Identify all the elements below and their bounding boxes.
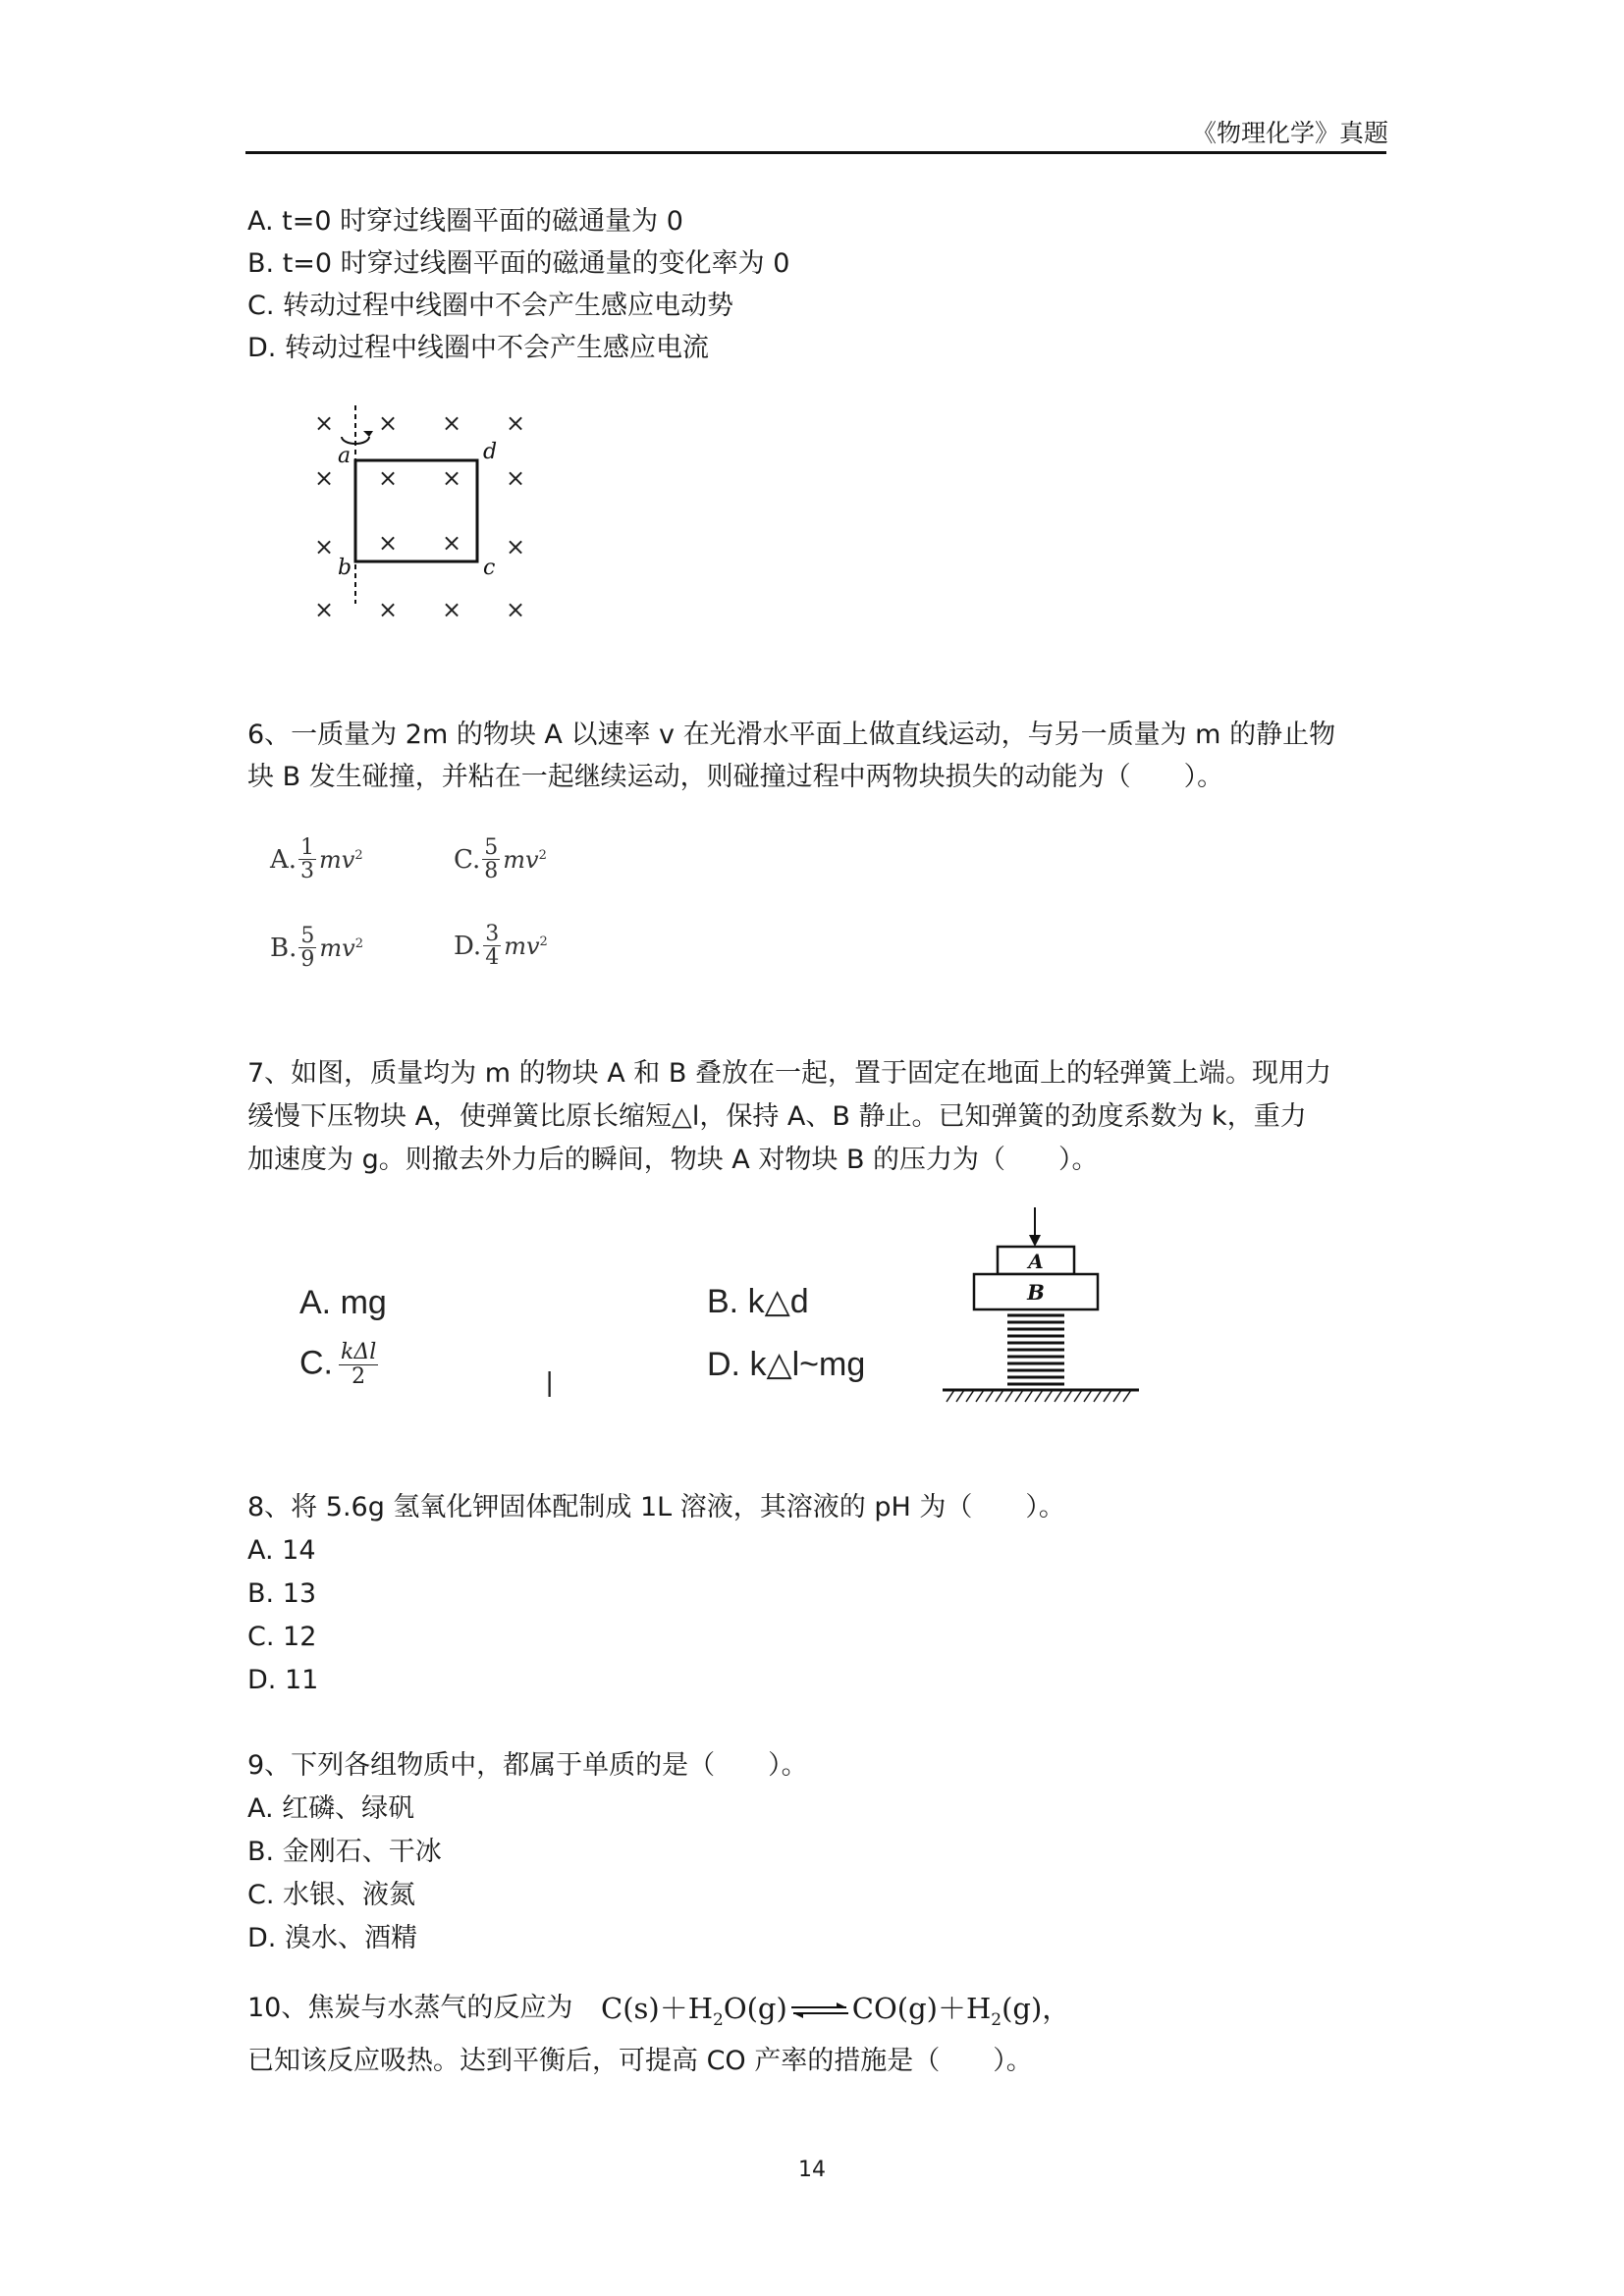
q6-option-a — [270, 836, 363, 882]
q7-option-a: A. mg — [299, 1284, 387, 1321]
q6-mv-text: mv — [319, 845, 355, 874]
q5-option-b: B. t=0 时穿过线圈平面的磁通量的变化率为 0 — [247, 248, 790, 279]
q6-fraction-denominator: 4 — [485, 945, 500, 971]
q7-stray-mark: | — [546, 1366, 554, 1397]
q6-mv-text: mv — [503, 845, 539, 874]
q7-spring-figure — [933, 1205, 1149, 1421]
q6-fraction-numerator: 3 — [485, 922, 500, 946]
q5-field-cross: × — [313, 596, 335, 623]
q5-field-cross: × — [441, 529, 462, 557]
q5-field-cross: × — [441, 409, 462, 437]
q5-field-cross: × — [377, 596, 399, 623]
q8-stem: 8、将 5.6g 氢氧化钾固体配制成 1L 溶液，其溶液的 pH 为（ ）。 — [247, 1492, 1065, 1522]
q7-option-c-fraction — [339, 1341, 378, 1389]
q6-option-mv — [503, 846, 547, 874]
q6-option-b — [270, 925, 363, 971]
q10-eq-sub-2: 2 — [991, 2009, 1002, 2030]
q8-option-c: C. 12 — [247, 1622, 317, 1652]
q6-fraction-denominator: 8 — [484, 859, 499, 884]
q5-label-d: d — [483, 440, 498, 464]
q7-option-b: B. k△d — [707, 1283, 809, 1320]
q8-option-a: A. 14 — [247, 1535, 316, 1566]
q5-label-a: a — [338, 444, 352, 468]
q7-stem-line-2: 缓慢下压物块 A，使弹簧比原长缩短△l，保持 A、B 静止。已知弹簧的劲度系数为 k，重力 — [247, 1101, 1307, 1132]
q10-eq-right: CO(g)＋H — [851, 1992, 992, 2025]
q6-fraction-denominator: 9 — [300, 947, 315, 973]
q10-equation — [601, 1987, 1070, 2030]
q5-field-cross: × — [313, 409, 335, 437]
page-number: 14 — [798, 2158, 826, 2182]
q5-field-cross: × — [505, 409, 526, 437]
q5-field-cross: × — [505, 596, 526, 623]
q6-mv-exponent: 2 — [539, 934, 548, 949]
q5-field-cross: × — [313, 533, 335, 561]
q6-option-d — [454, 923, 548, 969]
q5-coil-figure — [295, 398, 530, 623]
q6-fraction-numerator: 1 — [300, 835, 315, 860]
q6-mv-exponent: 2 — [354, 935, 363, 951]
page-header-title: 《物理化学》真题 — [1191, 119, 1388, 147]
q5-field-cross: × — [505, 464, 526, 492]
q5-option-c: C. 转动过程中线圈中不会产生感应电动势 — [247, 291, 734, 321]
q10-equilibrium-arrow-icon — [789, 2000, 850, 2021]
q9-option-a: A. 红磷、绿矾 — [247, 1793, 415, 1824]
q5-field-cross: × — [441, 464, 462, 492]
q8-option-b: B. 13 — [247, 1578, 317, 1609]
q6-option-fraction — [482, 836, 500, 882]
page-header-rule — [245, 151, 1386, 154]
q5-field-cross: × — [441, 596, 462, 623]
q6-mv-exponent: 2 — [538, 847, 547, 863]
q7-option-c-denominator: 2 — [352, 1364, 366, 1390]
q5-label-b: b — [338, 556, 352, 580]
q7-force-arrow-head — [1029, 1235, 1041, 1247]
q6-option-letter: B. — [270, 933, 298, 963]
q6-option-mv — [319, 934, 363, 962]
q7-block-a-label: A — [1028, 1250, 1044, 1273]
q6-option-fraction — [298, 925, 316, 971]
q5-option-a: A. t=0 时穿过线圈平面的磁通量为 0 — [247, 206, 683, 237]
q5-rotation-arrow-head — [363, 431, 373, 437]
q6-mv-text: mv — [504, 932, 540, 960]
q10-eq-end: (g)， — [1001, 1992, 1071, 2025]
q6-option-fraction — [483, 923, 501, 969]
q7-block-b-label: B — [1027, 1280, 1045, 1305]
q7-stem-line-1: 7、如图，质量均为 m 的物块 A 和 B 叠放在一起，置于固定在地面上的轻弹簧上端。现用力 — [247, 1058, 1331, 1089]
q5-field-cross: × — [377, 409, 399, 437]
q9-option-d: D. 溴水、酒精 — [247, 1923, 417, 1953]
q6-option-letter: D. — [454, 931, 482, 961]
q6-stem-line-1: 6、一质量为 2m 的物块 A 以速率 v 在光滑水平面上做直线运动，与另一质量为 m 的静止物 — [247, 720, 1336, 750]
q6-fraction-numerator: 5 — [300, 924, 315, 948]
q7-spring — [1007, 1315, 1064, 1384]
q5-option-d: D. 转动过程中线圈中不会产生感应电流 — [247, 333, 709, 363]
q7-option-c-numerator: kΔl — [341, 1340, 377, 1364]
q7-stem-line-3: 加速度为 g。则撤去外力后的瞬间，物块 A 对物块 B 的压力为（ ）。 — [247, 1145, 1099, 1175]
q6-option-fraction — [298, 836, 316, 882]
q8-option-d: D. 11 — [247, 1665, 319, 1695]
q10-stem-line-2: 已知该反应吸热。达到平衡后，可提高 CO 产率的措施是（ ）。 — [247, 2046, 1033, 2076]
q6-option-letter: A. — [270, 844, 298, 875]
q6-option-letter: C. — [454, 844, 481, 875]
q6-option-mv — [504, 933, 548, 960]
q9-option-c: C. 水银、液氮 — [247, 1880, 416, 1910]
q6-mv-text: mv — [319, 934, 355, 962]
q10-eq-sub-1: 2 — [713, 2009, 724, 2030]
q5-field-cross: × — [313, 464, 335, 492]
q6-fraction-numerator: 5 — [484, 835, 499, 860]
q7-option-c-letter: C. — [299, 1344, 333, 1382]
q7-option-d: D. k△l~mg — [707, 1346, 866, 1383]
q6-option-c — [454, 836, 547, 882]
q10-stem-prefix: 10、焦炭与水蒸气的反应为 — [247, 1993, 573, 2023]
q6-stem-line-2: 块 B 发生碰撞，并粘在一起继续运动，则碰撞过程中两物块损失的动能为（ ）。 — [247, 762, 1224, 792]
q7-ground-hatch — [947, 1390, 1131, 1402]
q7-option-c — [299, 1341, 378, 1389]
q10-eq-left: C(s)＋H — [601, 1992, 713, 2025]
q5-field-cross: × — [377, 529, 399, 557]
q6-fraction-denominator: 3 — [300, 859, 315, 884]
q10-eq-mid: O(g) — [723, 1992, 787, 2025]
q6-option-mv — [319, 846, 363, 874]
q6-mv-exponent: 2 — [354, 847, 363, 863]
q9-stem: 9、下列各组物质中，都属于单质的是（ ）。 — [247, 1750, 808, 1781]
q9-option-b: B. 金刚石、干冰 — [247, 1837, 442, 1867]
q5-field-cross: × — [377, 464, 399, 492]
q5-field-cross: × — [505, 533, 526, 561]
q5-label-c: c — [483, 556, 496, 580]
